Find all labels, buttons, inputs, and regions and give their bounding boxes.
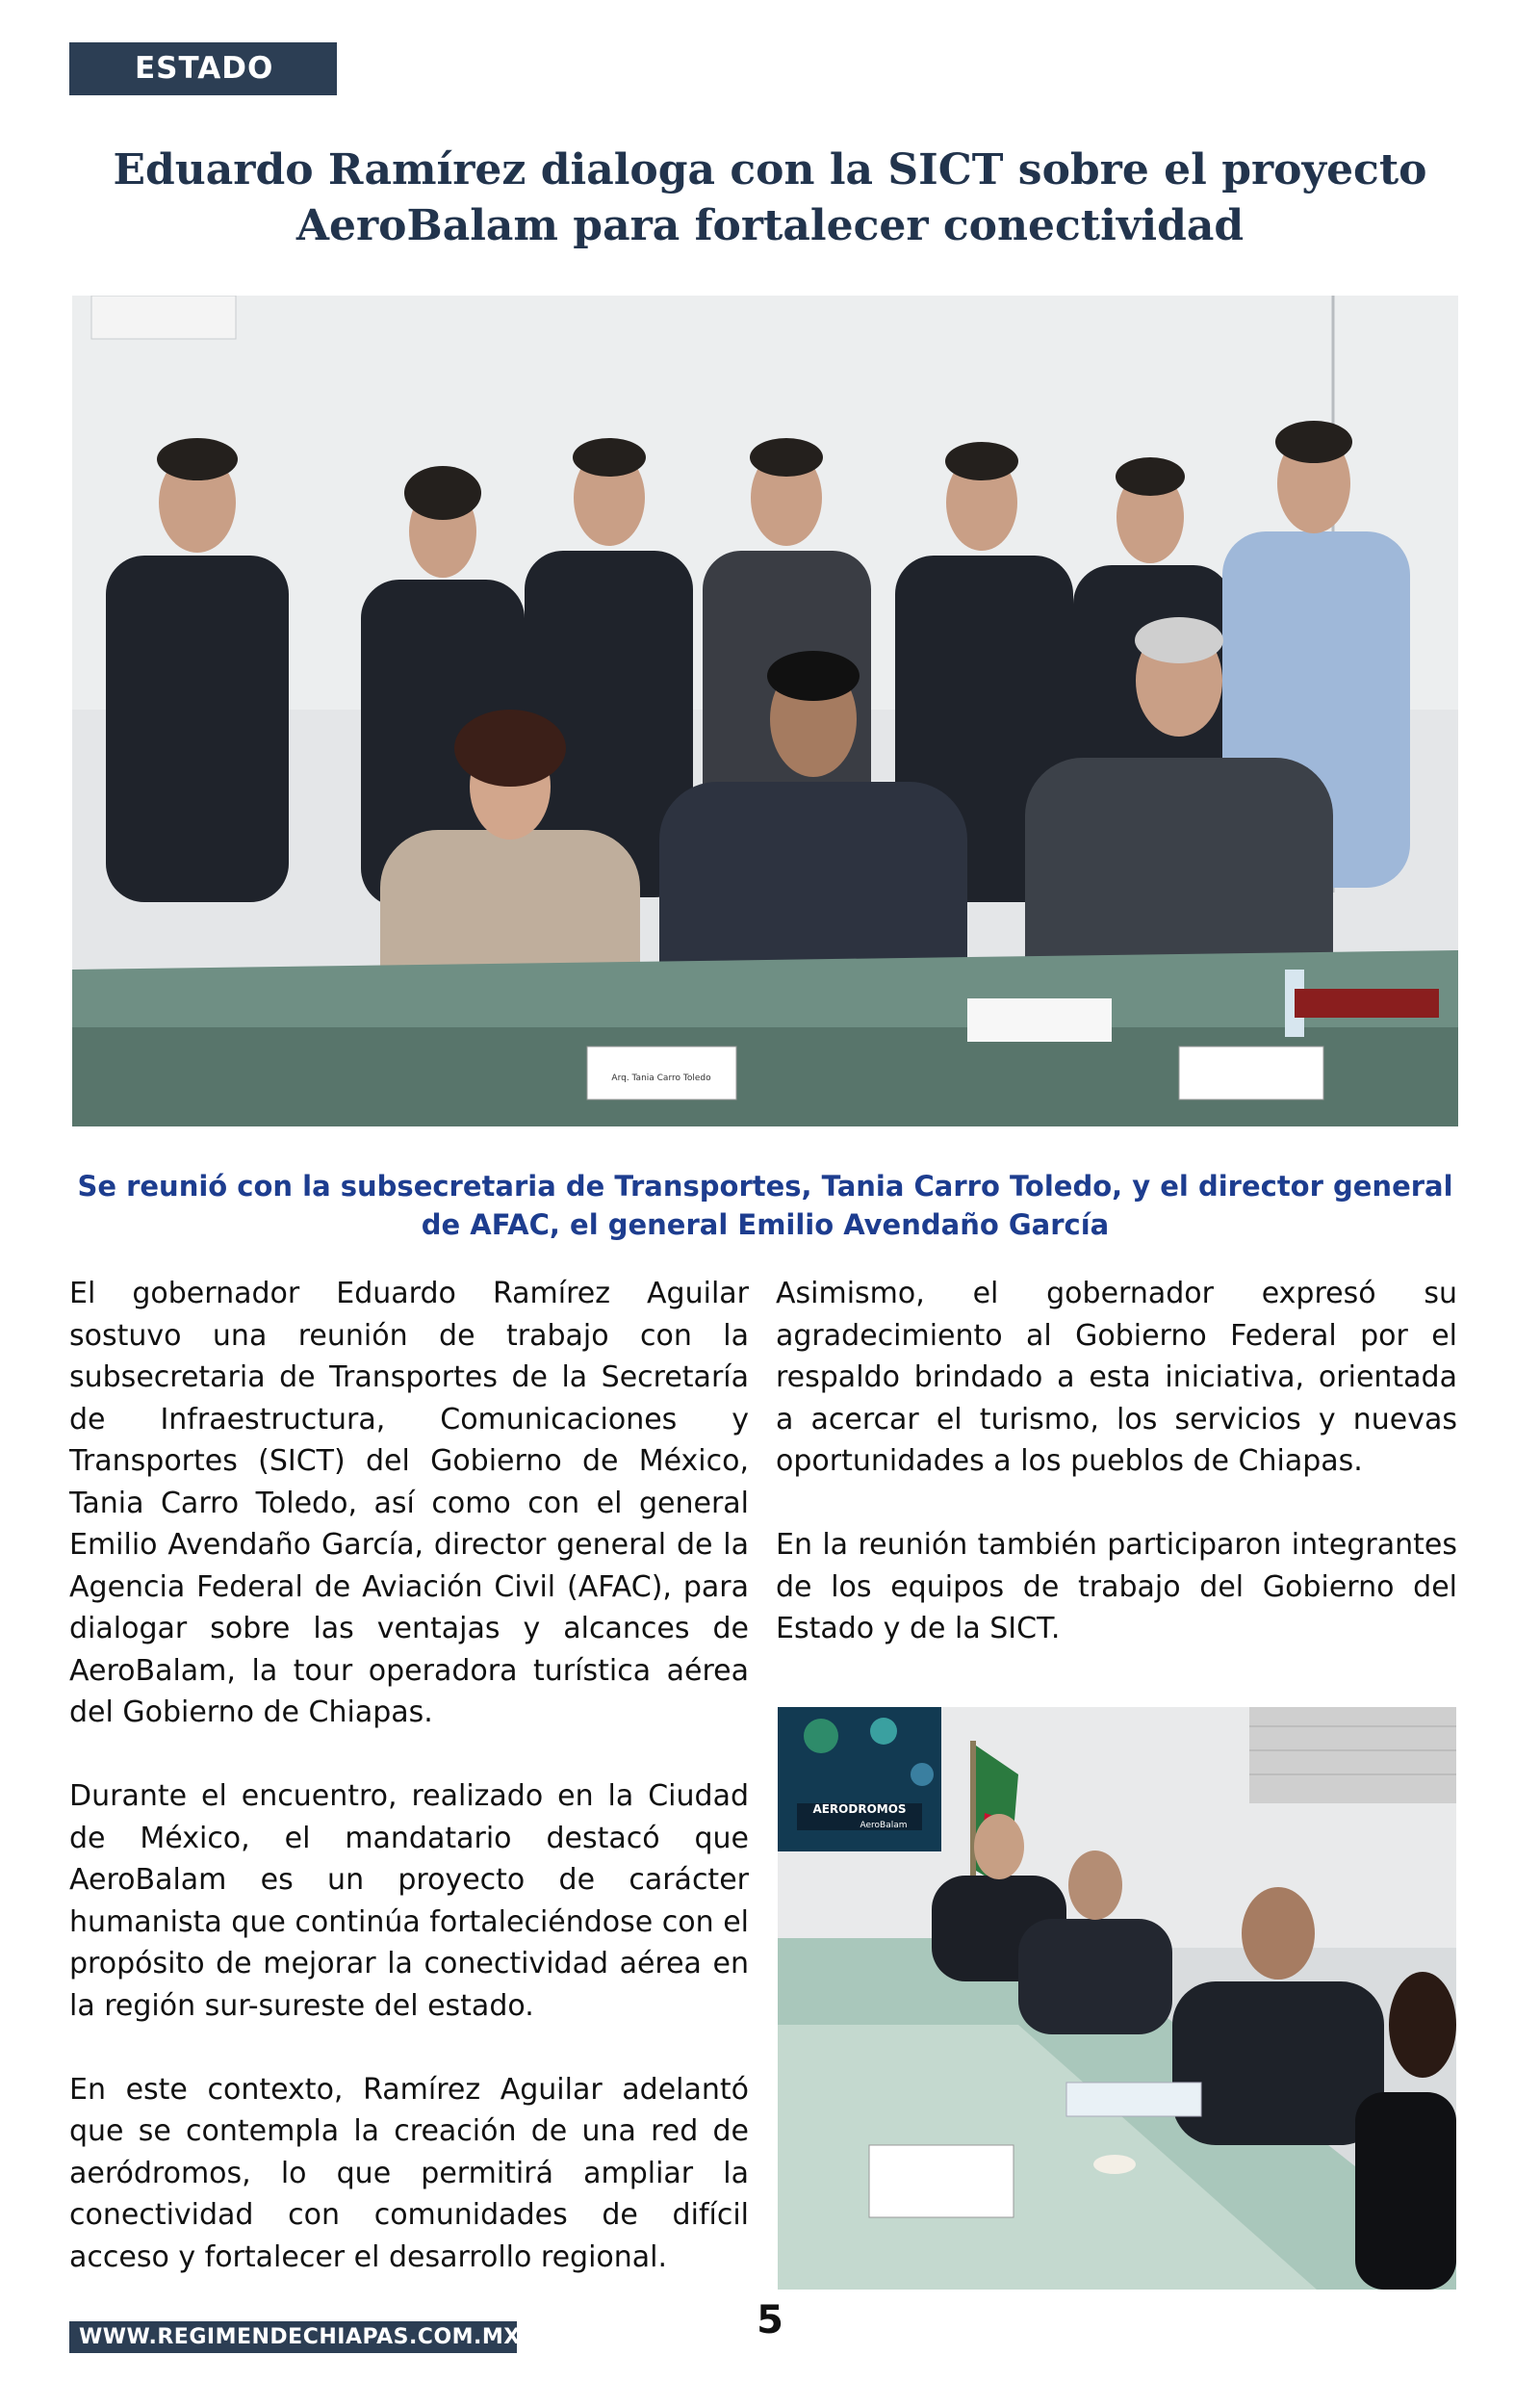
main-photo [72, 296, 1458, 1126]
footer-url: WWW.REGIMENDECHIAPAS.COM.MX [69, 2321, 517, 2353]
paragraph: Asimismo, el gobernador expresó su agradecimiento al Gobierno Federal por el respaldo brindado a esta iniciativa, orientada a acercar el turismo, los servicios y nuevas oportunidades a los pueblos de Chiapas. [776, 1277, 1457, 1478]
secondary-photo-illustration [778, 1707, 1456, 2290]
headline-line-2: AeroBalam para fortalecer conectividad [295, 201, 1245, 250]
headline-line-1: Eduardo Ramírez dialoga con la SICT sobre el proyecto [113, 145, 1427, 194]
screen-brand: AeroBalam [860, 1821, 908, 1830]
article-column-right [776, 1273, 1457, 1692]
nameplate-text: Arq. Tania Carro Toledo [611, 1074, 711, 1083]
caption-line-2: de AFAC, el general Emilio Avendaño García [421, 1208, 1110, 1241]
main-photo-illustration [72, 296, 1458, 1126]
headline [96, 142, 1444, 254]
screen-title: AERODROMOS [812, 1802, 907, 1816]
photo-caption [72, 1167, 1458, 1244]
paragraph: En este contexto, Ramírez Aguilar adelantó que se contempla la creación de una red de aeródromos, lo que permitirá ampliar la conectividad con comunidades de difícil acceso y fortalecer el desarrollo regional. [69, 2072, 749, 2274]
paragraph: En la reunión también participaron integrantes de los equipos de trabajo del Gobierno del Estado y de la SICT. [776, 1528, 1457, 1645]
section-tag: ESTADO [69, 42, 337, 95]
secondary-photo [778, 1707, 1456, 2290]
paragraph: El gobernador Eduardo Ramírez Aguilar sostuvo una reunión de trabajo con la subsecretaria de Transportes de la Secretaría de Infraestructura, Comunicaciones y Transportes (SICT) del Gobierno de México, Tania Carro Toledo, así como con el general Emilio Avendaño García, director general de la Agencia Federal de Aviación Civil (AFAC), para dialogar sobre las ventajas y alcances de AeroBalam, la tour operadora turística aérea del Gobierno de Chiapas. [69, 1277, 749, 1729]
paragraph: Durante el encuentro, realizado en la Ciudad de México, el mandatario destacó que AeroBalam es un proyecto de carácter humanista que continúa fortaleciéndose con el propósito de mejorar la conectividad aérea en la región sur-sureste del estado. [69, 1779, 749, 2023]
article-column-left [69, 1273, 749, 2320]
caption-line-1: Se reunió con la subsecretaria de Transportes, Tania Carro Toledo, y el director general [77, 1170, 1453, 1203]
page-number: 5 [757, 2298, 783, 2342]
